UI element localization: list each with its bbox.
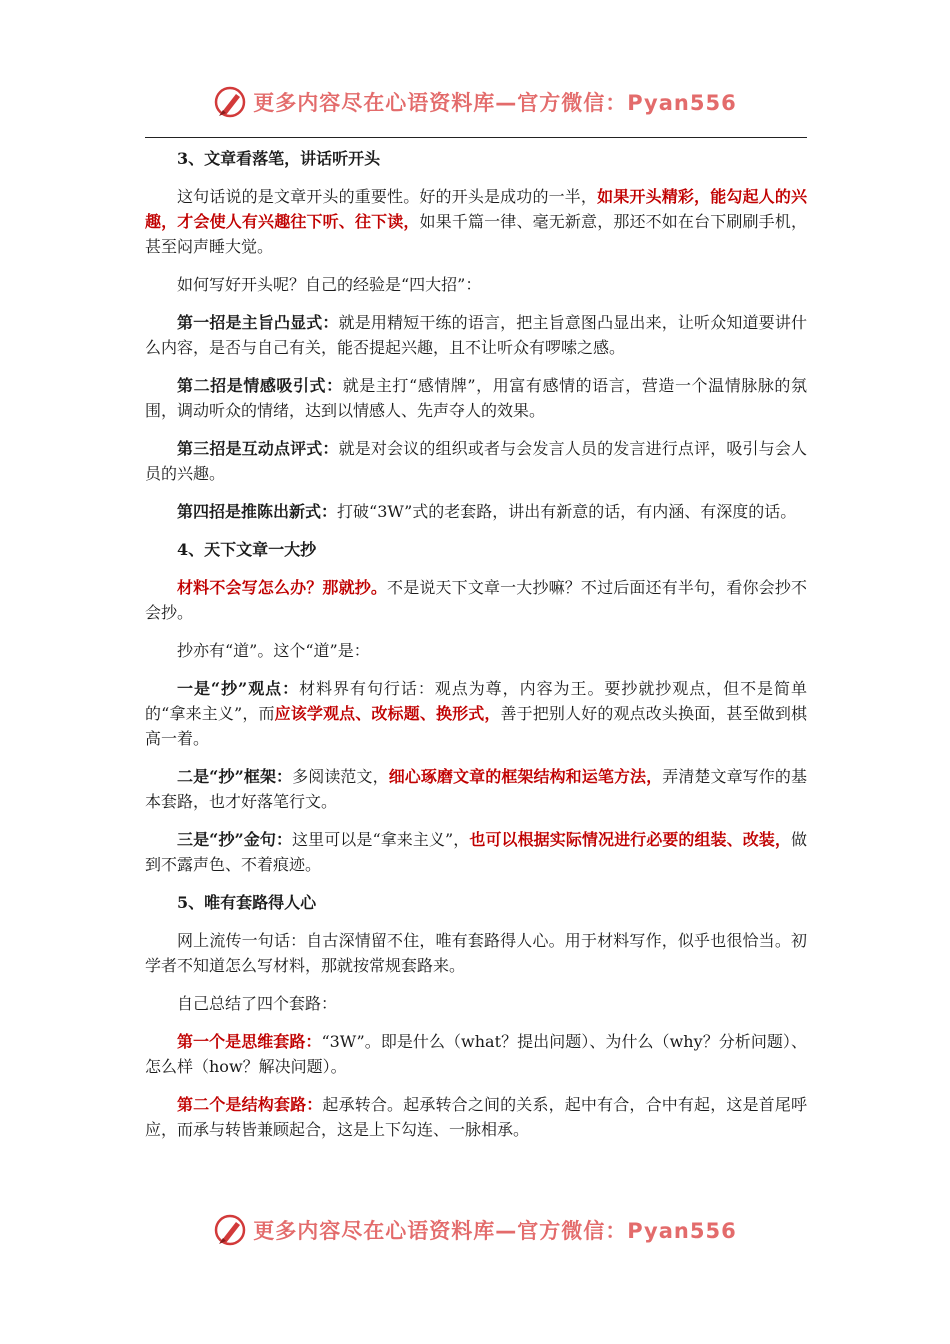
body-text: 这句话说的是文章开头的重要性。好的开头是成功的一半， (177, 187, 598, 206)
bold-lead-text: 二是“抄”框架： (177, 767, 293, 786)
body-text: “3W”。即是什么（what？提出问题）、为什么（why？分析问题）、怎么样（how？解决问题）。 (145, 1032, 807, 1076)
paragraph (145, 638, 807, 663)
body-text: 善于把别人好的观点改头换面，甚至做到棋高一着。 (145, 704, 807, 748)
pen-logo-icon (213, 1213, 247, 1247)
paragraph (145, 184, 807, 259)
paragraph (145, 436, 807, 486)
paragraph (145, 499, 807, 524)
bold-lead-text: 一是“抄”观点： (177, 679, 300, 698)
paragraph (145, 764, 807, 814)
paragraph (145, 575, 807, 625)
bold-lead-text: 三是“抄”金句： (177, 830, 293, 849)
paragraph (145, 1029, 807, 1079)
header-banner (0, 82, 950, 122)
body-text: 这里可以是“拿来主义”， (292, 830, 470, 849)
banner-text: 更多内容尽在心语资料库—官方微信：Pyan556 (253, 91, 737, 115)
section-heading: 3、文章看落笔，讲话听开头 (177, 149, 381, 168)
body-text: 弄清楚文章写作的基本套路，也才好落笔行文。 (145, 767, 807, 811)
bold-lead-text: 第二招是情感吸引式： (177, 376, 343, 395)
body-text: 如何写好开头呢？自己的经验是“四大招”： (177, 275, 482, 294)
highlight-text: 第一个是思维套路： (177, 1032, 322, 1051)
highlight-text: 如果开头精彩，能勾起人的兴趣，才会使人有兴趣往下听、往下读， (145, 187, 807, 231)
pen-logo-icon (213, 85, 247, 119)
highlight-text: 应该学观点、改标题、换形式， (274, 704, 501, 723)
body-text: 不是说天下文章一大抄嘛？不过后面还有半句，看你会抄不会抄。 (145, 578, 807, 622)
body-text: 打破“3W”式的老套路，讲出有新意的话，有内涵、有深度的话。 (337, 502, 797, 521)
paragraph (145, 827, 807, 877)
footer-banner (0, 1210, 950, 1250)
body-text: 多阅读范文， (292, 767, 389, 786)
bold-lead-text: 第四招是推陈出新式： (177, 502, 338, 521)
paragraph (145, 676, 807, 751)
bold-lead-text: 第三招是互动点评式： (177, 439, 339, 458)
section-heading: 4、天下文章一大抄 (177, 540, 317, 559)
body-text: 就是用精短干练的语言，把主旨意图凸显出来，让听众知道要讲什么内容，是否与自己有关，能否提起兴趣，且不让听众有啰嗦之感。 (145, 313, 807, 357)
body-text: 自己总结了四个套路： (177, 994, 338, 1013)
body-text: 网上流传一句话：自古深情留不住，唯有套路得人心。用于材料写作，似乎也很恰当。初学者不知道怎么写材料，那就按常规套路来。 (145, 931, 807, 975)
highlight-text: 也可以根据实际情况进行必要的组装、改装， (469, 830, 791, 849)
document-body (145, 146, 807, 1155)
body-text: 抄亦有“道”。这个“道”是： (177, 641, 370, 660)
body-text: 如果千篇一律、毫无新意，那还不如在台下刷刷手机，甚至闷声睡大觉。 (145, 212, 807, 256)
body-text: 起承转合。起承转合之间的关系，起中有合，合中有起，这是首尾呼应，而承与转皆兼顾起合，这是上下勾连、一脉相承。 (145, 1095, 807, 1139)
body-text: 做到不露声色、不着痕迹。 (145, 830, 807, 874)
paragraph (145, 928, 807, 978)
section-heading: 5、唯有套路得人心 (177, 893, 317, 912)
highlight-text: 第二个是结构套路： (177, 1095, 323, 1114)
paragraph (145, 991, 807, 1016)
highlight-text: 细心琢磨文章的框架结构和运笔方法， (388, 767, 663, 786)
banner-text: 更多内容尽在心语资料库—官方微信：Pyan556 (253, 1219, 737, 1243)
bold-lead-text: 第一招是主旨凸显式： (177, 313, 339, 332)
paragraph (145, 310, 807, 360)
body-text: 材料界有句行话：观点为尊，内容为王。要抄就抄观点，但不是简单的“拿来主义”，而 (145, 679, 807, 723)
paragraph (145, 1092, 807, 1142)
paragraph (145, 272, 807, 297)
header-rule (145, 137, 807, 138)
body-text: 就是对会议的组织或者与会发言人员的发言进行点评，吸引与会人员的兴趣。 (145, 439, 807, 483)
highlight-text: 材料不会写怎么办？那就抄。 (177, 578, 388, 597)
paragraph (145, 373, 807, 423)
body-text: 就是主打“感情牌”，用富有感情的语言，营造一个温情脉脉的氛围，调动听众的情绪，达到以情感人、先声夺人的效果。 (145, 376, 807, 420)
